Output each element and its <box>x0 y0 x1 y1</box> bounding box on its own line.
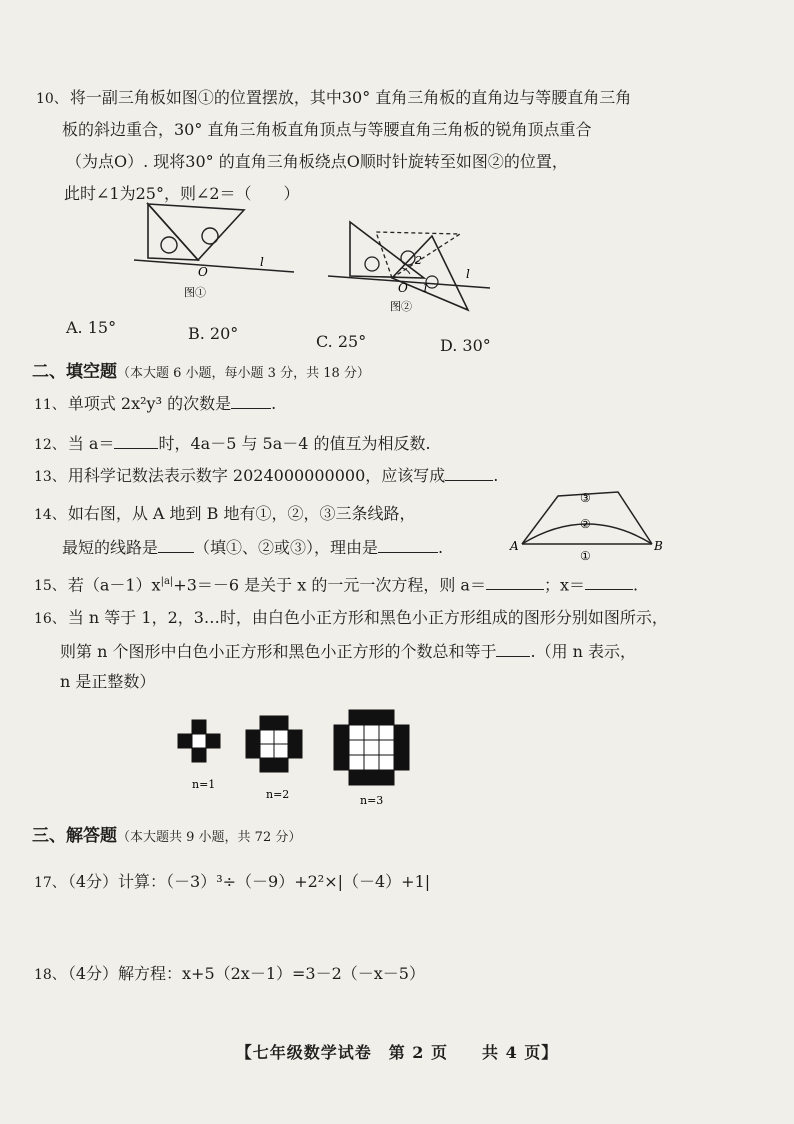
angle-2-label: 2 <box>415 254 422 267</box>
answer-blank <box>445 466 493 481</box>
white-square <box>192 734 206 748</box>
line-l-label: l <box>260 255 264 269</box>
square-pattern-figure <box>170 708 430 812</box>
triangle-figure-1 <box>128 196 298 306</box>
option-a: A. 15° <box>66 318 117 337</box>
question-text-line: 此时∠1为25°，则∠2＝（ ） <box>64 184 300 203</box>
isosceles-right-triangle <box>148 204 244 260</box>
isosceles-right-triangle <box>350 222 424 278</box>
white-square <box>274 744 288 758</box>
question-text-line: 将一副三角板如图①的位置摆放，其中30° 直角三角板的直角边与等腰直角三角 <box>69 88 632 107</box>
option-c: C. 25° <box>316 332 367 351</box>
black-square <box>192 720 206 734</box>
black-square <box>288 730 302 744</box>
question-number: 13、 <box>34 469 66 485</box>
pattern-label: n=1 <box>192 778 216 791</box>
white-square <box>379 725 394 740</box>
route-1-label: ① <box>580 549 591 562</box>
route-2-label: ② <box>580 517 591 531</box>
pattern-n1 <box>178 720 220 762</box>
angle-1-label: 1 <box>422 282 429 295</box>
exam-page: 10、 将一副三角板如图①的位置摆放，其中30° 直角三角板的直角边与等腰直角三角 板的斜边重合，30° 直角三角板直角顶点与等腰直角三角板的锐角顶点重合 （为点O）. 现将30° 的直角三角板绕点O顺时针旋转至如图②的位置， 此时∠1为25°，则∠2＝（ ） O l 图① 2 1 O l 图② A. 15° B. 20° C. 25° D. 30° 二、填空题（本大题 6 小题，每小题 3 分，共 18 分） 11、 单项式 2x²y³ 的次数是 . 12、 当 a＝ 时，4a－5 与 5a－4 的值互为相反数. 13、 用科学记数法表示数字 2024000000000，应该写成 . 14、 如右图，从 A 地到 B 地有①，②，③三条线路， 最短的线路是 （填①、②或③），理由是 . A B ① ② ③ 15、 若$(a-1)x^{|a|}+3=-6$ 是关于 x 的一元一次方程，则 a＝ ；x＝ . 16、 当 n 等于 1，2，3…时，由白色小正方形和黑色小正方形组成的图形分别如图所示， 则第 n 个图形中白色小正方形和黑色小正方形的个数总和等于 .（用 n 表示， n 是正整数） n=1 n=2 n=3 三、解答题（本大题共 9 小题，共 72 分） 17、 （4分）计算：（－3）³÷（－9）+2²×|（－4）+1| 18、 （4分）解方程：x+5（2x－1）=3－2（－x－5） 【七年级数学试卷 第 2 页 共 4 页】 <box>0 0 794 1124</box>
rotated-thirty-degree-triangle <box>392 236 468 310</box>
black-square <box>288 744 302 758</box>
white-square <box>260 744 274 758</box>
page-footer: 【七年级数学试卷 第 2 页 共 4 页】 <box>235 1043 559 1062</box>
question-text: （4分）计算：（－3）³÷（－9）+2²×|（－4）+1| <box>67 872 431 891</box>
answer-blank <box>496 642 530 657</box>
black-square <box>334 755 349 770</box>
question-12: 12、 当 a＝ 时，4a－5 与 5a－4 的值互为相反数. <box>34 434 431 453</box>
black-square <box>260 758 274 772</box>
route-3-label: ③ <box>580 491 591 505</box>
question-18 <box>34 964 425 985</box>
black-square <box>379 770 394 785</box>
figure-caption: 图② <box>390 300 412 313</box>
point-a-label: A <box>510 539 519 553</box>
pattern-label: n=3 <box>360 794 384 807</box>
question-number: 14、 <box>34 507 66 523</box>
black-square <box>334 740 349 755</box>
triangle-hole-circle <box>161 237 177 253</box>
answer-blank <box>114 434 158 449</box>
black-square <box>178 734 192 748</box>
black-square <box>394 725 409 740</box>
option-d: D. 30° <box>440 336 491 355</box>
triangle-figure-2 <box>318 212 498 316</box>
section-note: （本大题 6 小题，每小题 3 分，共 18 分） <box>117 366 370 381</box>
pattern-label: n=2 <box>266 788 290 801</box>
figure-caption: 图① <box>184 286 206 299</box>
pattern-n3 <box>334 710 409 785</box>
answer-blank <box>231 394 271 409</box>
pattern-n2 <box>246 716 302 772</box>
question-number: 10、 <box>36 91 68 107</box>
question-text: （4分）解方程：x+5（2x－1）=3－2（－x－5） <box>67 964 425 983</box>
question-text-line: 板的斜边重合，30° 直角三角板直角顶点与等腰直角三角板的锐角顶点重合 <box>62 120 592 139</box>
white-square <box>364 740 379 755</box>
question-number: 18、 <box>34 967 66 983</box>
answer-blank-a <box>486 575 544 590</box>
black-square <box>192 748 206 762</box>
question-17 <box>34 872 430 893</box>
question-number: 16、 <box>34 611 66 627</box>
section-title: 二、填空题 <box>32 362 117 382</box>
point-o-label: O <box>398 281 408 295</box>
black-square <box>394 740 409 755</box>
white-square <box>379 740 394 755</box>
black-square <box>364 710 379 725</box>
line-l-label: l <box>466 267 470 281</box>
white-square <box>349 725 364 740</box>
line-l <box>134 260 294 272</box>
question-number: 12、 <box>34 437 66 453</box>
white-square <box>379 755 394 770</box>
black-square <box>206 734 220 748</box>
question-15: 15、 若$(a-1)x^{|a|}+3=-6$ 是关于 x 的一元一次方程，则 a＝ ；x＝ . <box>34 575 639 595</box>
black-square <box>246 730 260 744</box>
black-square <box>349 710 364 725</box>
white-square <box>349 740 364 755</box>
question-11: 11、 单项式 2x²y³ 的次数是 . <box>34 394 277 413</box>
section-2-header <box>32 362 370 384</box>
white-square <box>364 725 379 740</box>
black-square <box>334 725 349 740</box>
white-square <box>274 730 288 744</box>
question-text-line: （为点O）. 现将30° 的直角三角板绕点O顺时针旋转至如图②的位置， <box>66 152 568 171</box>
point-b-label: B <box>654 539 663 553</box>
question-number: 11、 <box>34 397 66 413</box>
answer-blank-x <box>585 575 633 590</box>
section-title: 三、解答题 <box>32 826 117 846</box>
black-square <box>274 716 288 730</box>
black-square <box>394 755 409 770</box>
triangle-hole-circle <box>365 257 379 271</box>
white-square <box>260 730 274 744</box>
route-figure <box>508 484 668 562</box>
black-square <box>260 716 274 730</box>
question-number: 15、 <box>34 578 66 595</box>
black-square <box>379 710 394 725</box>
option-b: B. 20° <box>188 324 239 343</box>
question-text: 单项式 2x²y³ 的次数是 <box>67 394 232 413</box>
black-square <box>349 770 364 785</box>
white-square <box>349 755 364 770</box>
point-o-label: O <box>198 265 208 279</box>
black-square <box>246 744 260 758</box>
triangle-hole-circle <box>202 228 218 244</box>
section-3-header <box>32 826 301 848</box>
triangle-hole-circle <box>401 251 415 265</box>
black-square <box>274 758 288 772</box>
answer-blank <box>378 538 438 553</box>
question-number: 17、 <box>34 875 66 891</box>
section-note: （本大题共 9 小题，共 72 分） <box>117 830 302 845</box>
black-square <box>364 770 379 785</box>
question-13: 13、 用科学记数法表示数字 2024000000000，应该写成 . <box>34 466 499 485</box>
white-square <box>364 755 379 770</box>
answer-blank <box>158 538 194 553</box>
